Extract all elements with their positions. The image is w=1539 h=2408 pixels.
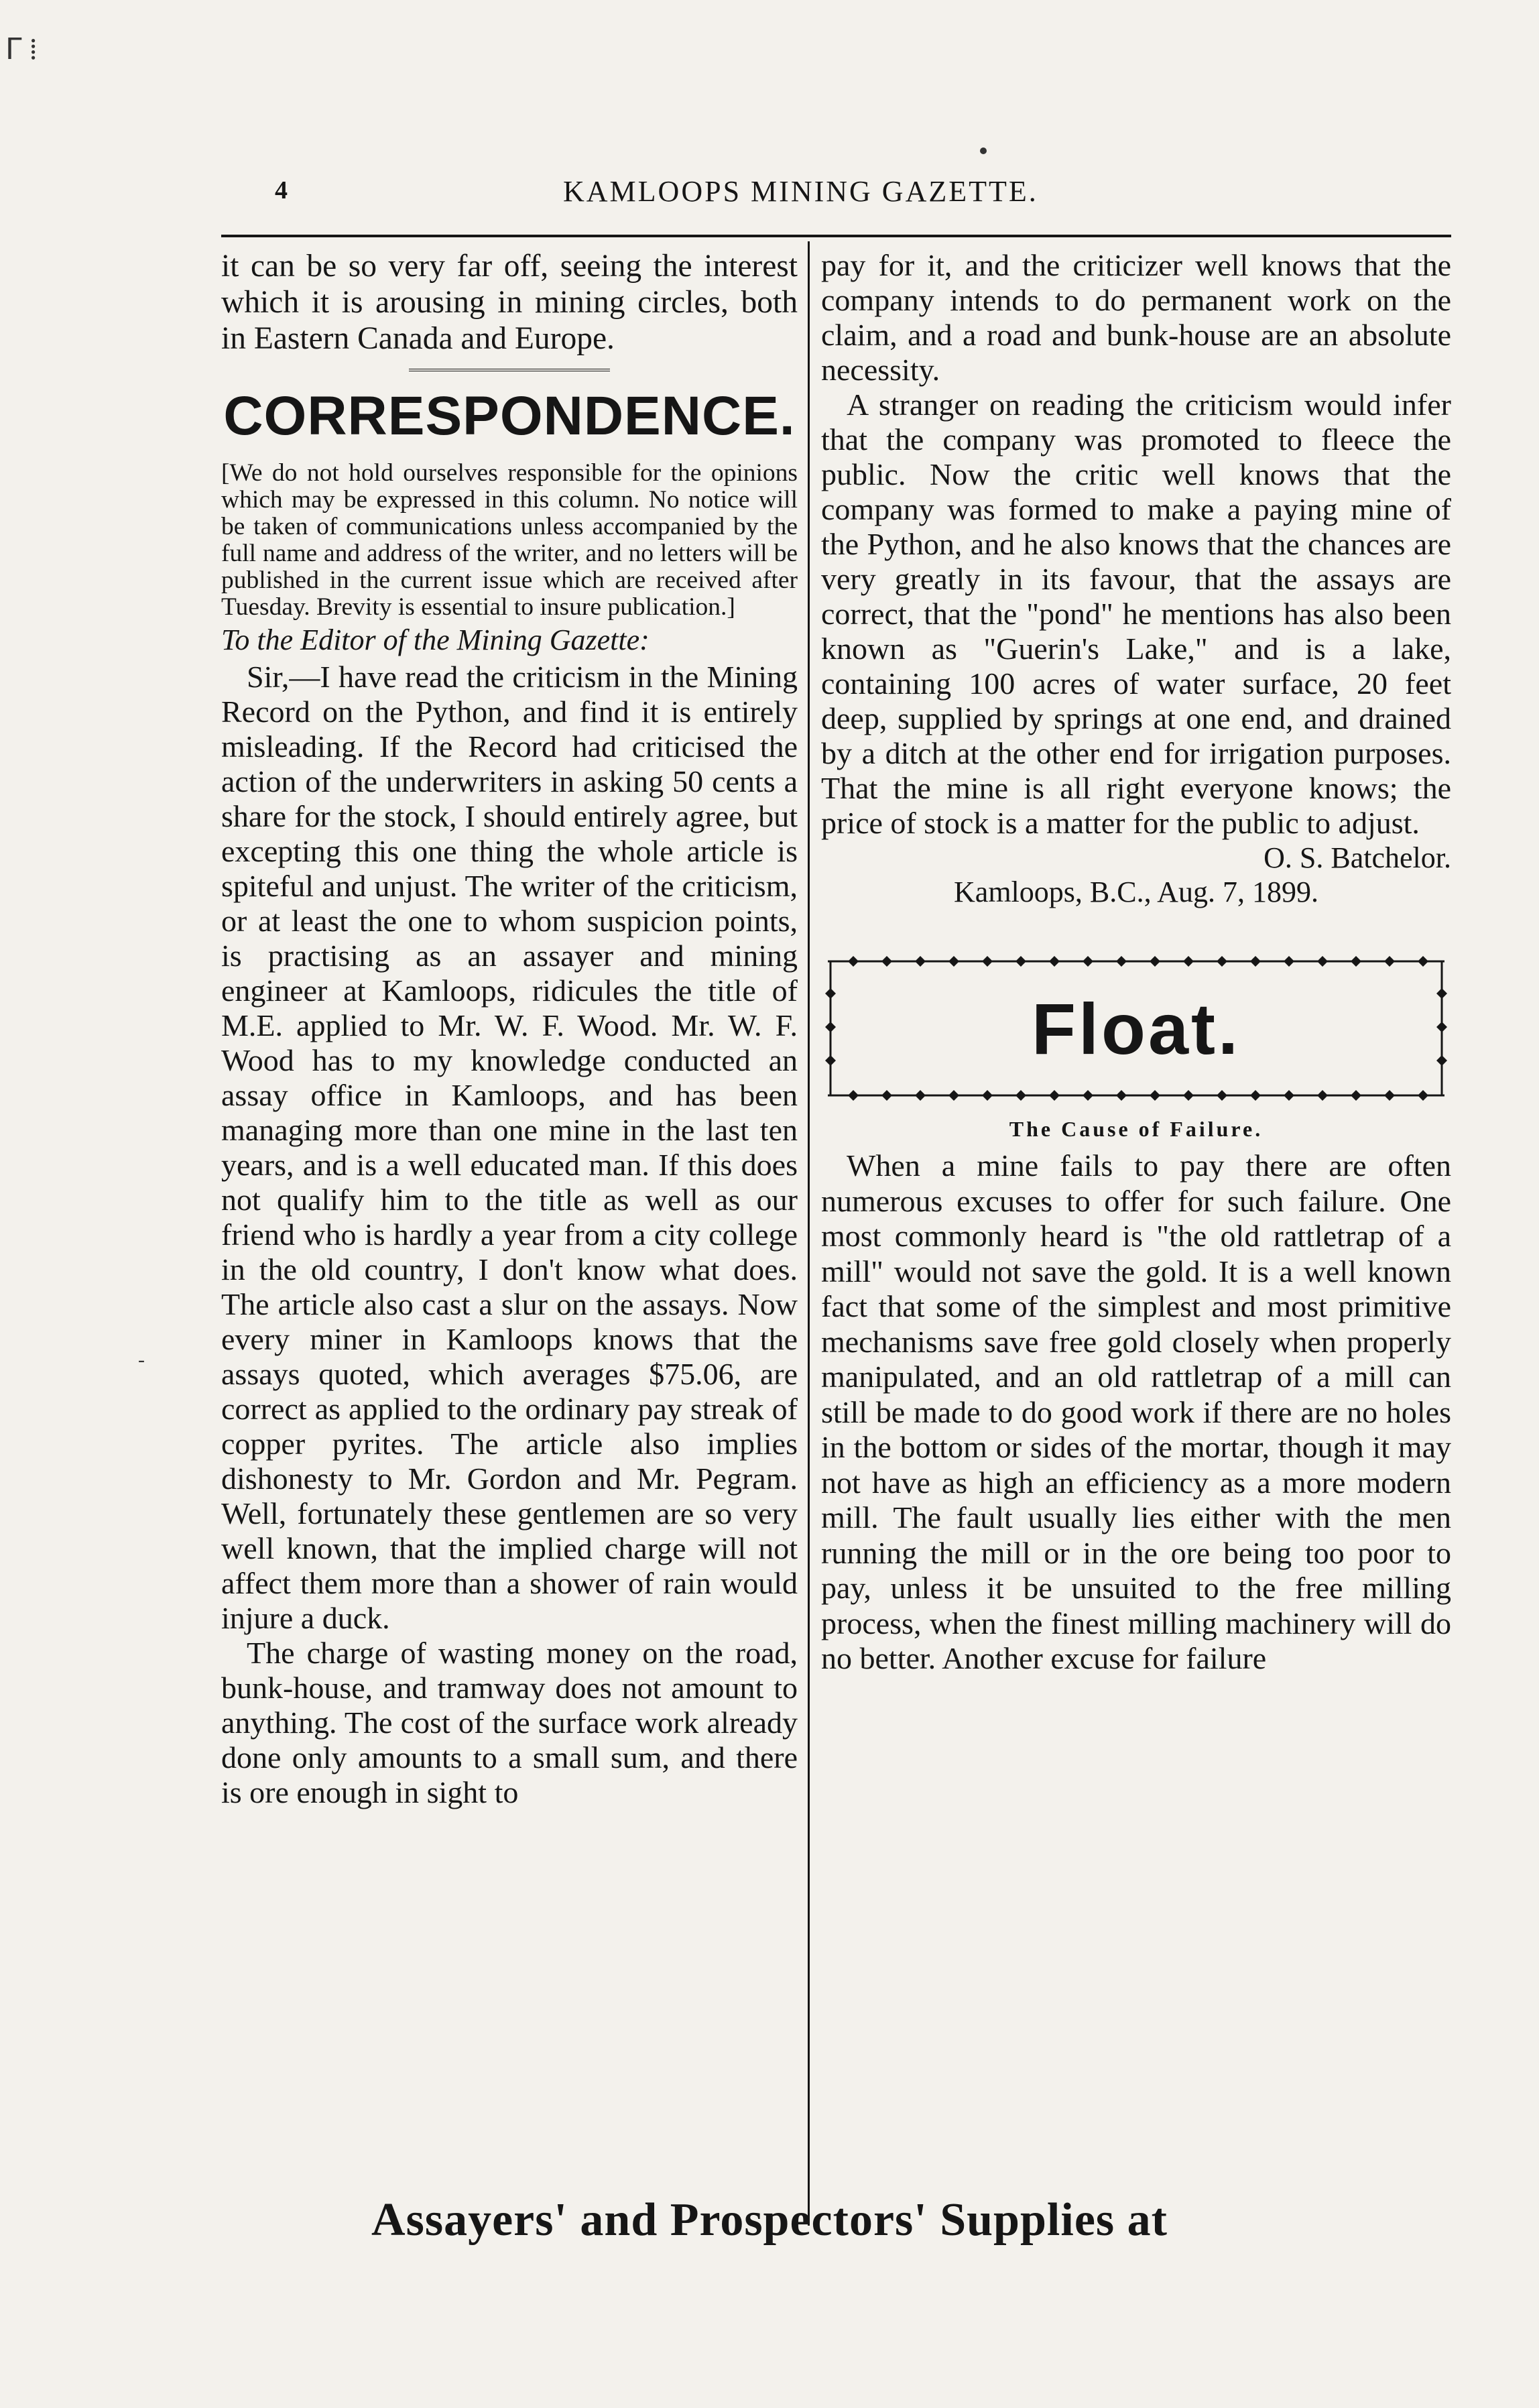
column-rule: [808, 241, 810, 2226]
float-paragraph: When a mine fails to pay there are often numerous excuses to offer for such failure. One most commonly heard is "the old rattletrap of a mill" would not save the gold. It is a well known fact that some of the simplest and most primitive mechanisms save free gold closely when properly manipulated, and an old rattletrap of a mill can still be made to do good work if there are no holes in the bottom or sides of the mortar, though it may not have as high an efficiency as a more modern mill. The fault usually lies either with the men running the mill or in the ore being too poor to pay, unless it be unsuited to the free milling process, when the finest milling machinery will do no better. Another excuse for failure: [821, 1148, 1451, 1675]
intro-paragraph: it can be so very far off, seeing the interest which it is arousing in mining circles, both in Eastern Canada and Europe.: [221, 249, 798, 356]
float-ornamental-header: [821, 948, 1451, 1109]
margin-dash-mark: -: [138, 1349, 145, 1371]
letter-paragraph: The charge of wasting money on the road, bunk-house, and tramway does not amount to anything. The cost of the surface work already done only amounts to a small sum, and there is ore enough in sight to: [221, 1636, 798, 1809]
editorial-notice: [We do not hold ourselves responsible for the opinions which may be expressed in this column. No notice will be taken of communications unless accompanied by the full name and address of the writer, and no letters will be published in the current issue which are received after Tuesday. Brevity is essential to insure publication.]: [221, 459, 798, 621]
correspondence-title: CORRESPONDENCE.: [223, 385, 796, 446]
header-rule: [221, 235, 1451, 237]
float-subheading: The Cause of Failure.: [1009, 1117, 1264, 1141]
margin-scan-mark: ᒥ ⁞: [5, 33, 38, 66]
letter-salutation: To the Editor of the Mining Gazette:: [221, 623, 650, 656]
letter-dateline: Kamloops, B.C., Aug. 7, 1899.: [954, 876, 1318, 908]
scan-dot: [980, 147, 987, 154]
section-divider: [409, 369, 610, 375]
left-column: [221, 248, 798, 1810]
float-title: Float.: [1032, 988, 1241, 1069]
advertisement-banner: Assayers' and Prospectors' Supplies at: [371, 2194, 1168, 2246]
running-title: KAMLOOPS MINING GAZETTE.: [563, 175, 1038, 208]
letter-signature: O. S. Batchelor.: [1264, 841, 1451, 874]
letter-continued: pay for it, and the criticizer well knows that the company intends to do permanent work on the claim, and a road and bunk-house are an absolute necessity.: [821, 248, 1451, 387]
letter-paragraph: Sir,—I have read the criticism in the Mining Record on the Python, and find it is entirely misleading. If the Record had criticised the action of the underwriters in asking 50 cents a share for the stock, I should entirely agree, but excepting this one thing the whole article is spiteful and unjust. The writer of the criticism, or at least the one to whom suspicion points, is practising as an assayer and mining engineer at Kamloops, ridicules the title of M.E. applied to Mr. W. F. Wood. Mr. W. F. Wood has to my knowledge conducted an assay office in Kamloops, and has been managing more than one mine in the last ten years, and is a well educated man. If this does not qualify him to the title as well as our friend who is hardly a year from a city college in the old country, I don't know what does. The article also cast a slur on the assays. Now every miner in Kamloops knows that the assays quoted, which averages $75.06, are correct as applied to the ordinary pay streak of copper pyrites. The article also implies dishonesty to Mr. Gordon and Mr. Pegram. Well, fortunately these gentlemen are so very well known, that the implied charge will not affect them more than a shower of rain would injure a duck.: [221, 660, 798, 1635]
right-column: [821, 248, 1451, 1677]
page-number: 4: [275, 176, 288, 204]
letter-paragraph: A stranger on reading the criticism would infer that the company was promoted to fleece the public. Now the critic well knows that the company was formed to make a paying mine of the Python, and he also knows that the chances are very greatly in its favour, that the assays are correct, that the "pond" he mentions has also been known as "Guerin's Lake," and is a lake, containing 100 acres of water surface, 20 feet deep, supplied by springs at one end, and drained by a ditch at the other end for irrigation purposes. That the mine is all right everyone knows; the price of stock is a matter for the public to adjust.: [821, 387, 1451, 840]
